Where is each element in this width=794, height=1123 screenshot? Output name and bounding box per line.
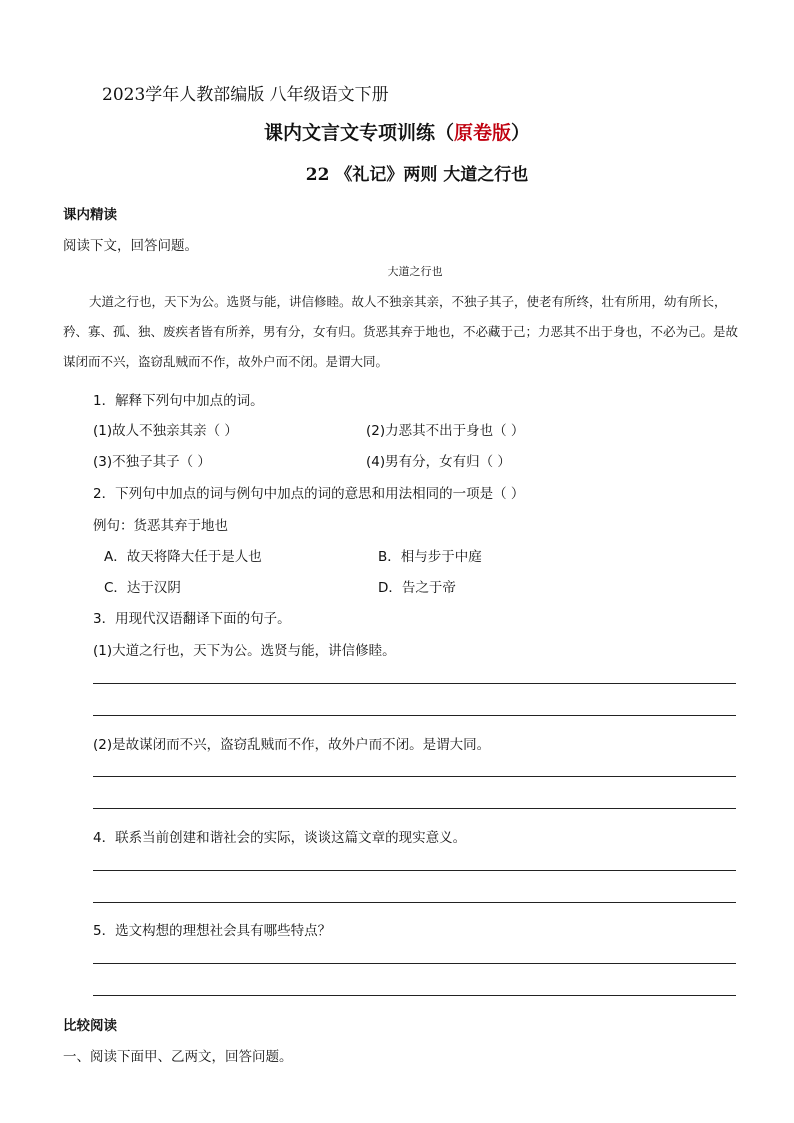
section-heading-comparative: 比较阅读 xyxy=(63,1018,117,1034)
section-heading-close-reading: 课内精读 xyxy=(63,207,117,223)
q1-item-3: (3)不独子其子（ ） xyxy=(93,454,211,470)
answer-line xyxy=(93,683,736,684)
answer-line xyxy=(93,995,736,996)
q1-item-1: (1)故人不独亲其亲（ ） xyxy=(93,423,238,439)
document-header: 2023学年人教部编版 八年级语文下册 xyxy=(102,85,389,105)
passage-title: 大道之行也 xyxy=(387,265,443,278)
answer-line xyxy=(93,870,736,871)
instruction-text: 阅读下文，回答问题。 xyxy=(63,238,198,254)
answer-line xyxy=(93,715,736,716)
question-1: 1．解释下列句中加点的词。 xyxy=(93,393,264,409)
page-title xyxy=(0,118,794,145)
q2-option-b: B．相与步于中庭 xyxy=(378,549,482,565)
answer-line xyxy=(93,776,736,777)
question-3: 3．用现代汉语翻译下面的句子。 xyxy=(93,611,291,627)
answer-line xyxy=(93,963,736,964)
q2-option-c: C．达于汉阴 xyxy=(104,580,181,596)
q3-item-2: (2)是故谋闭而不兴，盗窃乱贼而不作，故外户而不闭。是谓大同。 xyxy=(93,737,491,753)
q2-example: 例句：货恶其弃于地也 xyxy=(93,518,228,534)
q2-option-d: D．告之于帝 xyxy=(378,580,456,596)
lesson-subtitle: 22 《礼记》两则 大道之行也 xyxy=(305,165,529,185)
answer-line xyxy=(93,808,736,809)
q1-item-4: (4)男有分，女有归（ ） xyxy=(366,454,511,470)
title-main: 课内文言文专项训练（ xyxy=(263,122,454,144)
q1-item-2: (2)力恶其不出于身也（ ） xyxy=(366,423,525,439)
question-5: 5．选文构想的理想社会具有哪些特点？ xyxy=(93,923,332,939)
question-2: 2．下列句中加点的词与例句中加点的词的意思和用法相同的一项是（ ） xyxy=(93,486,525,502)
instruction-text-2: 一、阅读下面甲、乙两文，回答问题。 xyxy=(63,1049,293,1065)
title-edition: 原卷版 xyxy=(453,122,511,144)
passage-text: 大道之行也，天下为公。选贤与能，讲信修睦。故人不独亲其亲，不独子其子，使老有所终，壮有所用，幼有所长，矜、寡、孤、独、废疾者皆有所养，男有分，女有归。货恶其弃于地也，不必藏于己；力恶其不出于身也，不必为己。是故谋闭而不兴，盗窃乱贼而不作，故外户而不闭。是谓大同。 xyxy=(63,294,739,369)
q2-option-a: A．故天将降大任于是人也 xyxy=(104,549,262,565)
title-end: ） xyxy=(511,122,531,144)
q3-item-1: (1)大道之行也，天下为公。选贤与能，讲信修睦。 xyxy=(93,643,396,659)
question-4: 4．联系当前创建和谐社会的实际，谈谈这篇文章的现实意义。 xyxy=(93,830,467,846)
answer-line xyxy=(93,902,736,903)
